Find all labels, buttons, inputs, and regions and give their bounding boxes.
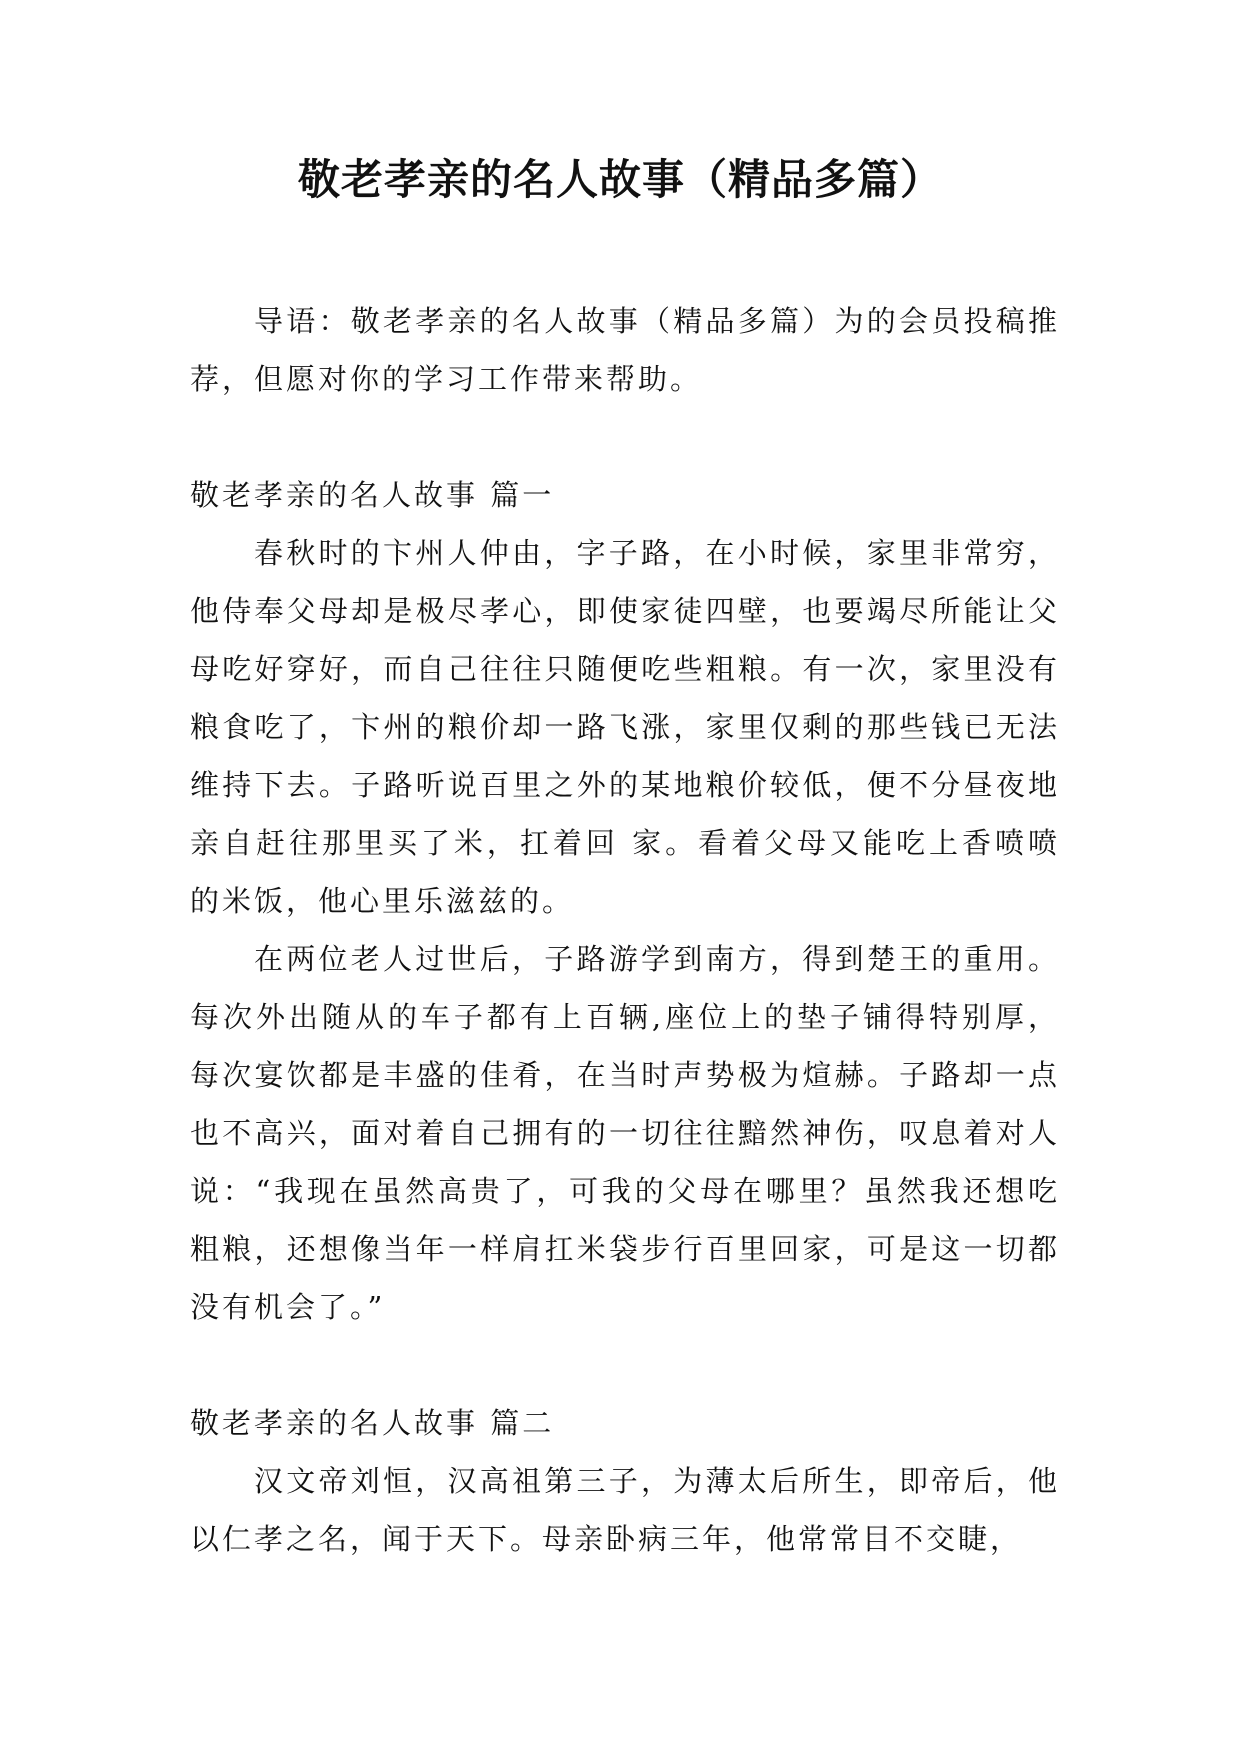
section-2-paragraph-1: 汉文帝刘恒，汉高祖第三子，为薄太后所生，即帝后，他以仁孝之名，闻于天下。母亲卧病三年，他常常目不交睫， [190,1464,1060,1556]
document-title: 敬老孝亲的名人故事（精品多篇） [297,155,943,204]
section-1-paragraph-1: 春秋时的卞州人仲由，字子路，在小时候，家里非常穷，他侍奉父母却是极尽孝心，即使家徒四壁，也要竭尽所能让父母吃好穿好，而自己往往只随便吃些粗粮。有一次，家里没有粮食吃了，卞州的粮价却一路飞涨，家里仅剩的那些钱已无法维持下去。子路听说百里之外的某地粮价较低，便不分昼夜地亲自赶往那里买了米，扛着回 家。看着父母又能吃上香喷喷的米饭，他心里乐滋兹的。 [190,536,1060,918]
section-1-paragraph-2: 在两位老人过世后，子路游学到南方，得到楚王的重用。每次外出随从的车子都有上百辆,座位上的垫子铺得特别厚，每次宴饮都是丰盛的佳肴，在当时声势极为煊赫。子路却一点也不高兴，面对着自己拥有的一切往往黯然神伤，叹息着对人说：“我现在虽然高贵了，可我的父母在哪里？虽然我还想吃粗粮，还想像当年一样肩扛米袋步行百里回家，可是这一切都没有机会了。” [190,942,1060,1324]
document-body [190,292,1060,1568]
intro-paragraph: 导语：敬老孝亲的名人故事（精品多篇）为的会员投稿推荐，但愿对你的学习工作带来帮助。 [190,304,1060,396]
section-heading-2: 敬老孝亲的名人故事 篇二 [190,1406,555,1440]
section-heading-1: 敬老孝亲的名人故事 篇一 [190,478,555,512]
